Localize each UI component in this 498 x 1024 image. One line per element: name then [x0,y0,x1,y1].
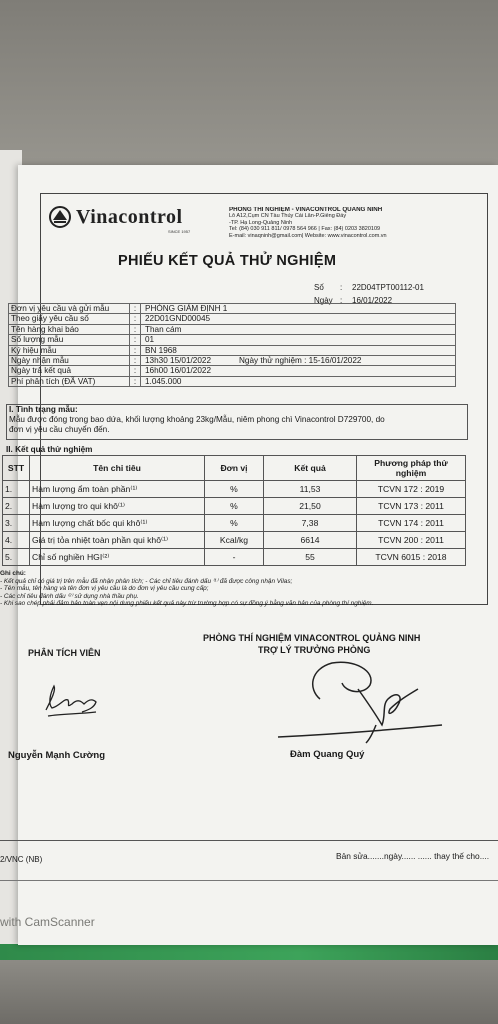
info-row: Phí phân tích (ĐÃ VAT) : 1.045.000 [8,377,456,387]
logo-emblem-icon [48,205,72,229]
logo-text: Vinacontrol [76,206,183,228]
info-row: Ký hiệu mẫu : BN 1968 [8,346,456,356]
table-row: 3. Hàm lượng chất bốc qui khô⁽¹⁾ % 7,38 TCVN 174 : 2011 [3,515,466,532]
info-row: Ngày nhận mẫu : 13h30 15/01/2022 Ngày thử nghiệm : 15-16/01/2022 [8,356,456,366]
number-label: Số [314,283,324,292]
results-table [2,455,466,566]
info-row: Theo giấy yêu cầu số : 22D01GND00045 [8,314,456,324]
footer-divider-lower [0,880,498,881]
assistant-name: Đàm Quang Quý [290,749,365,760]
test-date: Ngày thử nghiệm : 15-16/01/2022 [239,355,362,365]
revision-note: Bản sửa.......ngày...... ...... thay thế cho.... [336,851,490,861]
sample-condition-text: Mẫu được đóng trong bao dứa, khối lượng khoảng 23kg/Mẫu, niêm phong chì Vinacontrol D729700, do [9,415,385,424]
table-row: 2. Hàm lượng tro qui khô⁽¹⁾ % 21,50 TCVN 173 : 2011 [3,498,466,515]
scanner-watermark: with CamScanner [0,915,95,929]
sample-condition [6,404,468,440]
signature-org: PHÒNG THÍ NGHIỆM VINACONTROL QUẢNG NINH [203,633,421,643]
document-title: PHIẾU KẾT QUẢ THỬ NGHIỆM [118,253,337,269]
table-row: 1. Hàm lượng ẩm toàn phần⁽¹⁾ % 11,53 TCVN 172 : 2019 [3,481,466,498]
lab-name: PHÒNG THÍ NGHIỆM - VINACONTROL QUẢNG NINH [229,207,383,213]
assistant-signature [258,655,448,745]
lab-address-block [229,207,459,239]
table-row: 5. Chỉ số nghiền HGI⁽²⁾ - 55 TCVN 6015 : 2018 [3,549,466,566]
info-row: Số lượng mẫu : 01 [8,335,456,345]
note-line: - Khi sao chép phải đảm bảo toàn vẹn nội dung phiếu kết quả này trừ trường hợp có sự đồng ý bằng văn bản của phòng thí nghiệm. [0,600,374,608]
note-line: - Các chỉ tiêu đánh dấu ⁽²⁾ sử dụng nhà thầu phụ. [0,592,139,600]
document-meta: Số : 22D04TPT00112-01 Ngày : 16/01/2022 [314,283,424,305]
lab-phone-line: Tel: (84) 030 911 811/ 0978 564 966 | Fax: (84) 0203 3820109 [229,226,381,233]
background-surface [0,0,498,190]
note-line: - Tên mẫu, tên hàng và tên đơn vị yêu cầu là do đơn vị yêu cầu cung cấp; [0,585,209,593]
background-surface-bottom [0,960,498,1024]
result-sheet [0,165,498,945]
document-date: 16/01/2022 [352,296,393,305]
logo-subtitle: SINCE 1957 [168,229,191,234]
footer-divider [0,840,498,841]
results-heading: II. Kết quả thử nghiệm [6,445,93,454]
signature-role-left: PHÂN TÍCH VIÊN [28,648,101,658]
info-row: Tên hàng khai báo : Than cám [8,325,456,335]
sample-info-table [8,303,456,387]
lab-address-line: -TP. Hạ Long-Quảng Ninh [229,219,293,226]
notes-heading: Ghi chú: [0,570,26,577]
results-header-row: STT Tên chỉ tiêu Đơn vị Kết quả Phương pháp thử nghiệm [3,456,466,481]
lab-email-line: E-mail: vinaqninh@gmail.com| Website: www.vinacontrol.com.vn [229,232,387,239]
sample-condition-text: đơn vị yêu cầu chuyển đến. [9,425,110,434]
vinacontrol-logo [48,205,218,235]
signature-role-right: TRỢ LÝ TRƯỞNG PHÒNG [258,645,371,655]
analyst-signature [38,680,108,720]
analyst-name: Nguyễn Mạnh Cường [8,750,106,761]
info-row: Đơn vị yêu cầu và gửi mẫu : PHÒNG GIÁM ĐỊNH 1 [8,303,456,314]
document-number: 22D04TPT00112-01 [352,283,424,292]
sample-condition-heading: I. Tình trạng mẫu: [9,405,78,414]
info-row: Ngày trả kết quả : 16h00 16/01/2022 [8,366,456,376]
lab-address-line: Lô A12,Cụm CN Tàu Thủy Cái Lân-P.Giếng Đáy [229,213,347,220]
date-label: Ngày [314,296,333,305]
note-line: - Kết quả chỉ có giá trị trên mẫu đã nhận phân tích; - Các chỉ tiêu đánh dấu ⁽¹⁾ đã được công nhận Vilas; [0,577,293,585]
notes-block [0,570,470,608]
form-code: 2/VNC (NB) [0,855,43,864]
table-row: 4. Giá trị tỏa nhiệt toàn phần qui khô⁽¹⁾ Kcal/kg 6614 TCVN 200 : 2011 [3,532,466,549]
